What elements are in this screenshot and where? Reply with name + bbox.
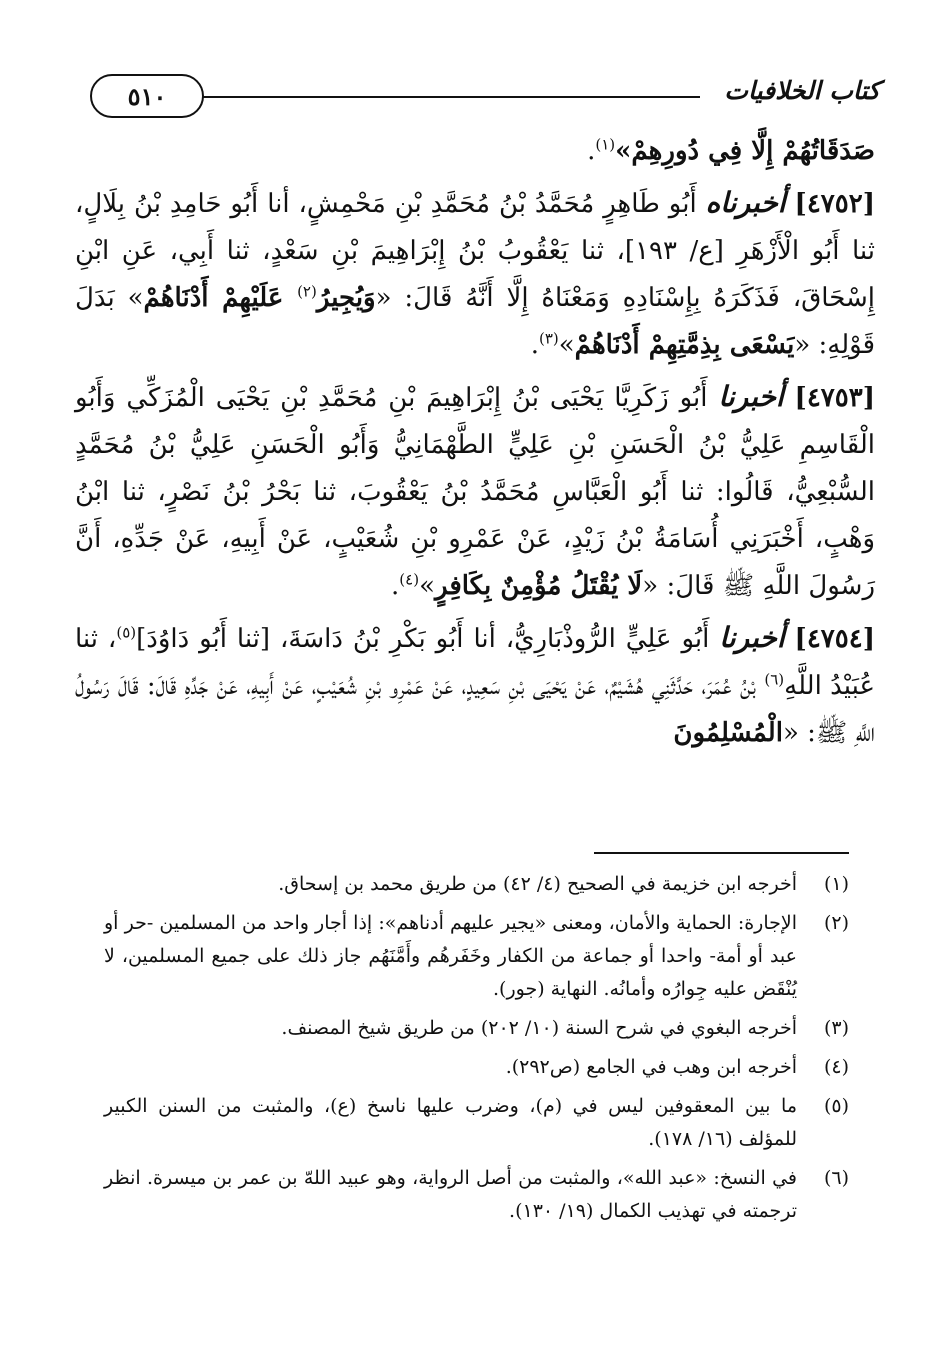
hadith-number: [٤٧٥٢] bbox=[794, 189, 875, 219]
hadith-number: [٤٧٥٣] bbox=[794, 383, 876, 413]
footnote bbox=[104, 1090, 849, 1156]
sentence-end: . bbox=[587, 136, 596, 166]
hadith-keyword: أخبرناه bbox=[705, 186, 786, 219]
footnote bbox=[104, 1051, 849, 1084]
hadith-text: » bbox=[558, 330, 575, 360]
footnote-number: (٣) bbox=[823, 1017, 849, 1039]
hadith-emphasis: وَيُجِيرُ bbox=[316, 283, 376, 313]
sentence-end: . bbox=[530, 330, 539, 360]
hadith-paragraph bbox=[75, 179, 875, 369]
footnote-text: الإجارة: الحماية والأمان، ومعنى «يجير عليهم أدناهم»: إذا أجار واحد من المسلمين -حر أو عبد أو أمة- واحدا أو جماعة من الكفار وخَفَرهُم وأَمَّنَهُم جاز ذلك على جميع المسلمين، لا يُنْقَض عليه جِوارُه وأمانُه. النهاية (جور). bbox=[104, 912, 797, 1000]
hadith-text: أَبُو زَكَرِيَّا يَحْيَى بْنُ إِبْرَاهِيمَ بْنِ مُحَمَّدِ بْنِ يَحْيَى الْمُزَكِّي وَأَبُو الْقَاسِمِ عَلِيُّ بْنُ الْحَسَنِ بْنِ عَلِيٍّ الطَّهْمَانِيُّ وَأَبُو الْحَسَنِ عَلِيُّ بْنُ مُحَمَّدٍ السُّبْعِيُّ، قَالُوا: ثنا أَبُو الْعَبَّاسِ مُحَمَّدُ بْنُ يَعْقُوبَ، ثنا بَحْرُ بْنُ نَصْرٍ، ثنا ابْنُ وَهْبٍ، أَخْبَرَنِي أُسَامَةُ بْنُ زَيْدٍ، عَنْ عَمْرِو بْنِ شُعَيْبٍ، عَنْ أَبِيهِ، عَنْ جَدِّهِ، أَنَّ رَسُولَ اللَّهِ ﷺ قَالَ: « bbox=[75, 383, 875, 601]
footnote-number: (١) bbox=[823, 873, 849, 895]
footnote-text: أخرجه ابن وهب في الجامع (ص٢٩٢). bbox=[505, 1056, 797, 1078]
hadith-text: » بَدَلَ قَوْلِهِ: « bbox=[75, 283, 875, 360]
footnote-text: ما بين المعقوفين ليس في (م)، وضرب عليها ناسخ (ع)، والمثبت من السنن الكبير للمؤلف (١٦/ ١٧٨). bbox=[104, 1095, 797, 1150]
hadith-text: أَبُو طَاهِرٍ مُحَمَّدُ بْنُ مُحَمَّدِ بْنِ مَحْمِشٍ، أنا أَبُو حَامِدِ بْنُ بِلَالٍ، ثنا أَبُو الْأَزْهَرِ [ع/ ١٩٣]، ثنا يَعْقُوبُ بْنُ إِبْرَاهِيمَ بْنِ سَعْدٍ، ثنا أَبِي، عَنِ ابْنِ إِسْحَاقَ، فَذَكَرَهُ بِإِسْنَادِهِ وَمَعْنَاهُ إِلَّا أَنَّهُ قَالَ: « bbox=[75, 189, 875, 313]
footnote-ref: (٢) bbox=[297, 282, 317, 301]
hadith-text: بْنُ عُمَرَ، حَدَّثَنِي هُشَيْمٌ، عَنْ يَحْيَى بْنِ سَعِيدٍ، عَنْ عَمْرِو بْنِ شُعَيْبٍ، عَنْ أَبِيهِ، عَنْ جَدِّهِ قَالَ: قَالَ رَسُولُ اللَّهِ ﷺ: « bbox=[75, 671, 875, 748]
hadith-emphasis: الْمُسْلِمُونَ bbox=[673, 718, 783, 748]
footnote-number: (٦) bbox=[823, 1167, 849, 1189]
sentence-end: . bbox=[391, 571, 400, 601]
page-number: ٥١٠ bbox=[90, 74, 204, 118]
hadith-text: » bbox=[419, 571, 435, 601]
footnotes bbox=[104, 868, 849, 1234]
footnote-separator bbox=[594, 852, 849, 854]
hadith-text: ، ثنا عُبَيْدُ اللَّهِ bbox=[75, 624, 876, 701]
hadith-number: [٤٧٥٤] bbox=[794, 624, 875, 654]
footnote-ref: (٥) bbox=[116, 623, 137, 642]
footnote bbox=[104, 1162, 849, 1228]
continuation-paragraph bbox=[75, 128, 875, 175]
footnote bbox=[104, 1012, 849, 1045]
page-header bbox=[90, 68, 880, 124]
hadith-keyword: أخبرنا bbox=[719, 621, 785, 654]
footnote-number: (٢) bbox=[823, 912, 849, 934]
footnote-number: (٥) bbox=[823, 1095, 849, 1117]
footnote-text: أخرجه البغوي في شرح السنة (١٠/ ٢٠٢) من طريق شيخ المصنف. bbox=[281, 1017, 797, 1039]
footnote bbox=[104, 868, 849, 901]
footnote-text: في النسخ: «عبد الله»، والمثبت من أصل الرواية، وهو عبيد اللهّ بن عمر بن ميسرة. انظر ترجمته في تهذيب الكمال (١٩/ ١٣٠). bbox=[104, 1167, 797, 1222]
hadith-paragraph bbox=[75, 373, 875, 610]
footnote-ref: (٣) bbox=[538, 329, 559, 348]
header-rule bbox=[202, 96, 700, 98]
continuation-text: صَدَقَاتُهُمْ إِلَّا فِي دُورِهِمْ» bbox=[615, 136, 875, 166]
footnote-text: أخرجه ابن خزيمة في الصحيح (٤/ ٤٢) من طريق محمد بن إسحاق. bbox=[278, 873, 797, 895]
footnote-ref: (١) bbox=[595, 135, 616, 154]
footnote-ref: (٤) bbox=[399, 570, 420, 589]
footnote bbox=[104, 907, 849, 1006]
hadith-emphasis: لَا يُقْتَلُ مُؤْمِنٌ بِكَافِرٍ bbox=[434, 571, 643, 601]
hadith-keyword: أخبرنا bbox=[718, 380, 784, 413]
main-text bbox=[75, 128, 875, 761]
book-title: كتاب الخلافيات bbox=[724, 76, 880, 105]
hadith-text: أَبُو عَلِيٍّ الرُّوذْبَارِيُّ، أنا أَبُو بَكْرِ بْنُ دَاسَةَ، [ثنا أَبُو دَاوُدَ] bbox=[136, 624, 710, 654]
hadith-emphasis: عَلَيْهِمْ أَدْنَاهُمْ bbox=[143, 283, 298, 313]
hadith-emphasis: يَسْعَى بِذِمَّتِهِمْ أَدْنَاهُمْ bbox=[574, 330, 795, 360]
hadith-paragraph bbox=[75, 614, 875, 757]
footnote-ref: (٦) bbox=[764, 670, 785, 689]
footnote-number: (٤) bbox=[823, 1056, 849, 1078]
